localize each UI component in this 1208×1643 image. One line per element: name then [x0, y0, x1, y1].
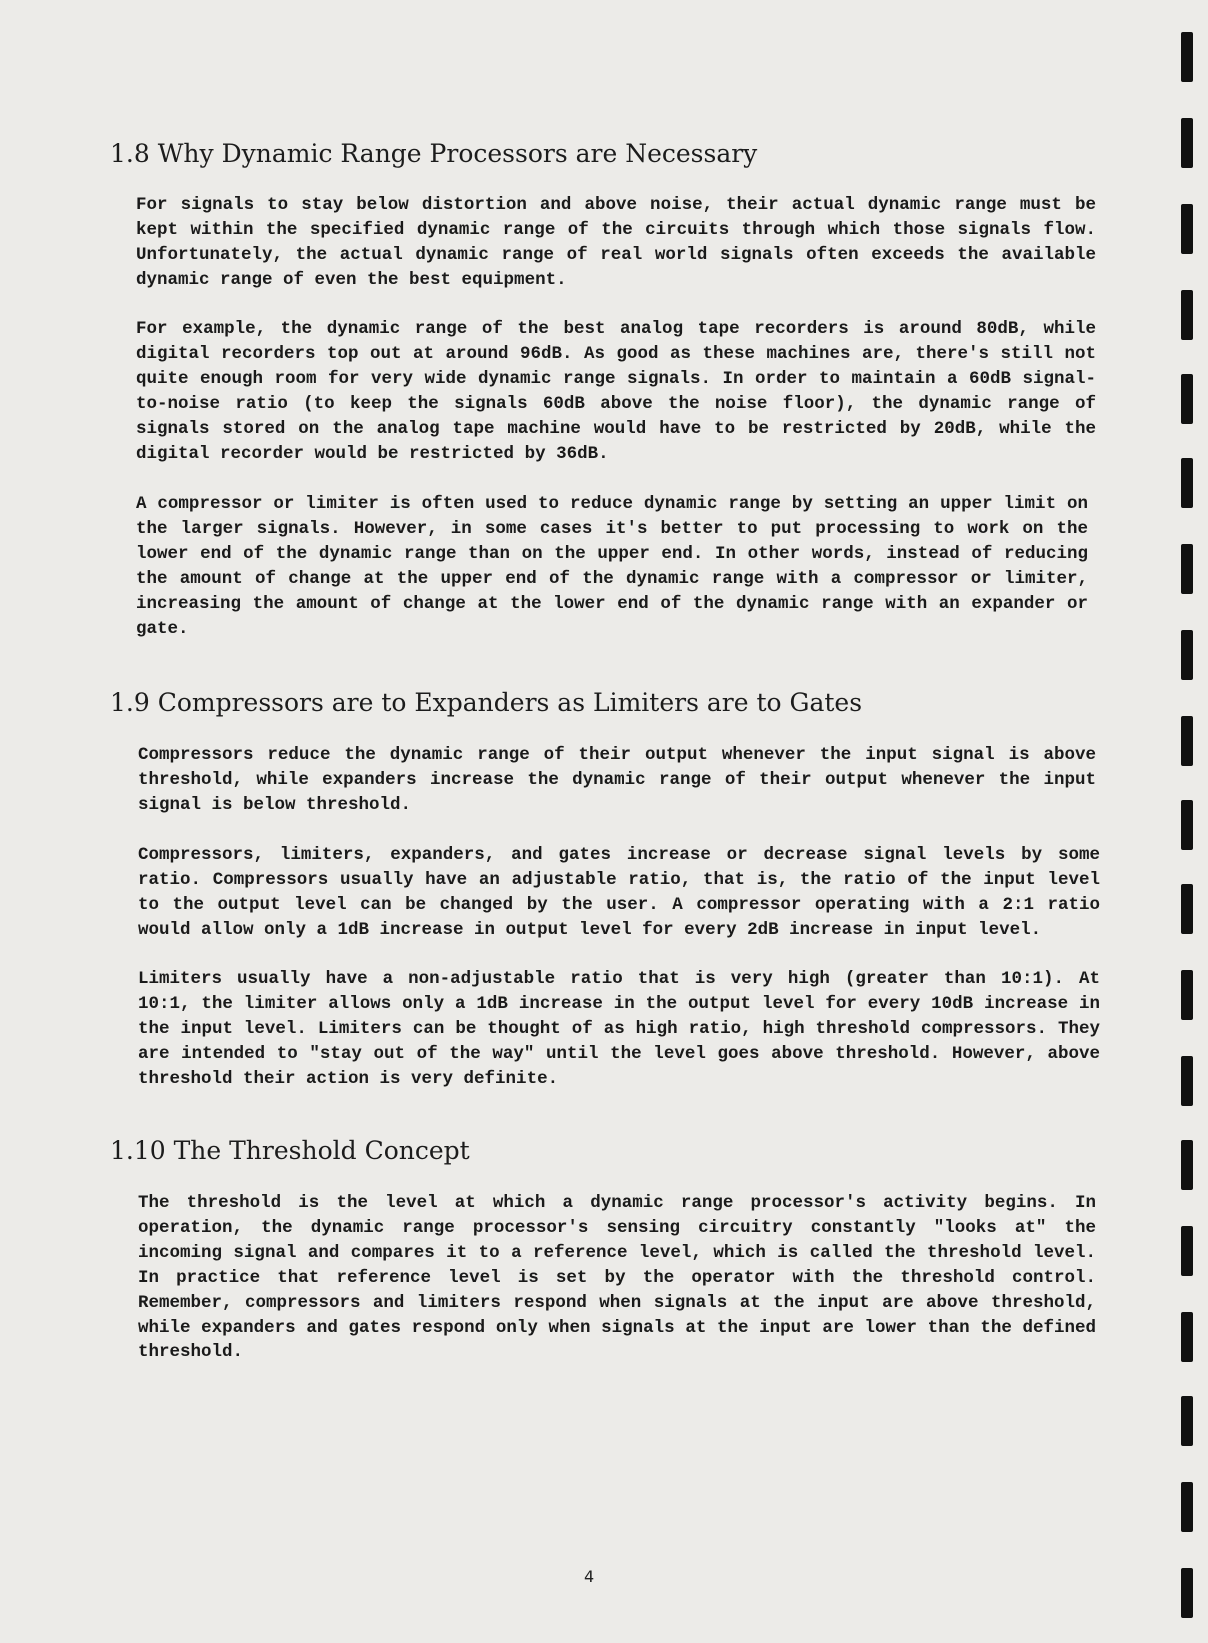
paragraph: The threshold is the level at which a dynamic range processor's activity begins. In operation, the dynamic range processor's sensing circuitry constantly "looks at" the incoming signal and compares it to a reference level, which is called the threshold level. In practice that reference level is set by the operator with the threshold control. Remember, compressors and limiters respond when signals at the input are above threshold, while expanders and gates respond only when signals at the input are lower than the defined threshold.: [138, 1193, 1096, 1363]
binding-hole: [1181, 1568, 1193, 1618]
binding-hole: [1181, 290, 1193, 340]
section-heading-1-9: 1.9 Compressors are to Expanders as Limiters are to Gates: [110, 688, 863, 717]
page-number: 4: [584, 1567, 595, 1586]
paragraph: Limiters usually have a non-adjustable ratio that is very high (greater than 10:1). At 10:1, the limiter allows only a 1dB increase in the output level for every 10dB increase in the input level. Limiters can be thought of as high ratio, high threshold compressors. They are intended to "stay out of the way" until the level goes above threshold. However, above threshold their action is very definite.: [138, 969, 1100, 1089]
binding-hole: [1181, 374, 1193, 424]
binding-hole: [1181, 1396, 1193, 1446]
binding-hole: [1181, 32, 1193, 82]
paragraph: Compressors reduce the dynamic range of their output whenever the input signal is above threshold, while expanders increase the dynamic range of their output whenever the input signal is below threshold.: [138, 745, 1096, 815]
binding-hole: [1181, 970, 1193, 1020]
binding-hole: [1181, 544, 1193, 594]
binding-hole: [1181, 716, 1193, 766]
section-heading-1-10: 1.10 The Threshold Concept: [110, 1136, 470, 1165]
binding-hole: [1181, 1226, 1193, 1276]
binding-hole: [1181, 800, 1193, 850]
binding-hole: [1181, 458, 1193, 508]
paragraph: For signals to stay below distortion and above noise, their actual dynamic range must be kept within the specified dynamic range of the circuits through which those signals flow. Unfortunately, the actual dynamic range of real world signals often exceeds the available dynamic range of even the best equipment.: [136, 195, 1096, 290]
section-heading-1-8: 1.8 Why Dynamic Range Processors are Necessary: [110, 139, 758, 168]
binding-hole: [1181, 1312, 1193, 1362]
binding-hole: [1181, 1140, 1193, 1190]
binding-hole: [1181, 884, 1193, 934]
paragraph: A compressor or limiter is often used to reduce dynamic range by setting an upper limit on the larger signals. However, in some cases it's better to put processing to work on the lower end of the dynamic range than on the upper end. In other words, instead of reducing the amount of change at the upper end of the dynamic range with a compressor or limiter, increasing the amount of change at the lower end of the dynamic range with an expander or gate.: [136, 494, 1088, 639]
binding-hole: [1181, 1056, 1193, 1106]
binding-hole: [1181, 118, 1193, 168]
binding-hole: [1181, 1482, 1193, 1532]
paragraph: Compressors, limiters, expanders, and gates increase or decrease signal levels by some ratio. Compressors usually have an adjustable ratio, that is, the ratio of the input level to the output level can be changed by the user. A compressor operating with a 2:1 ratio would allow only a 1dB increase in output level for every 2dB increase in input level.: [138, 845, 1100, 940]
binding-hole: [1181, 630, 1193, 680]
binding-hole: [1181, 204, 1193, 254]
paragraph: For example, the dynamic range of the best analog tape recorders is around 80dB, while digital recorders top out at around 96dB. As good as these machines are, there's still not quite enough room for very wide dynamic range signals. In order to maintain a 60dB signal-to-noise ratio (to keep the signals 60dB above the noise floor), the dynamic range of signals stored on the analog tape machine would have to be restricted by 20dB, while the digital recorder would be restricted by 36dB.: [136, 319, 1096, 464]
